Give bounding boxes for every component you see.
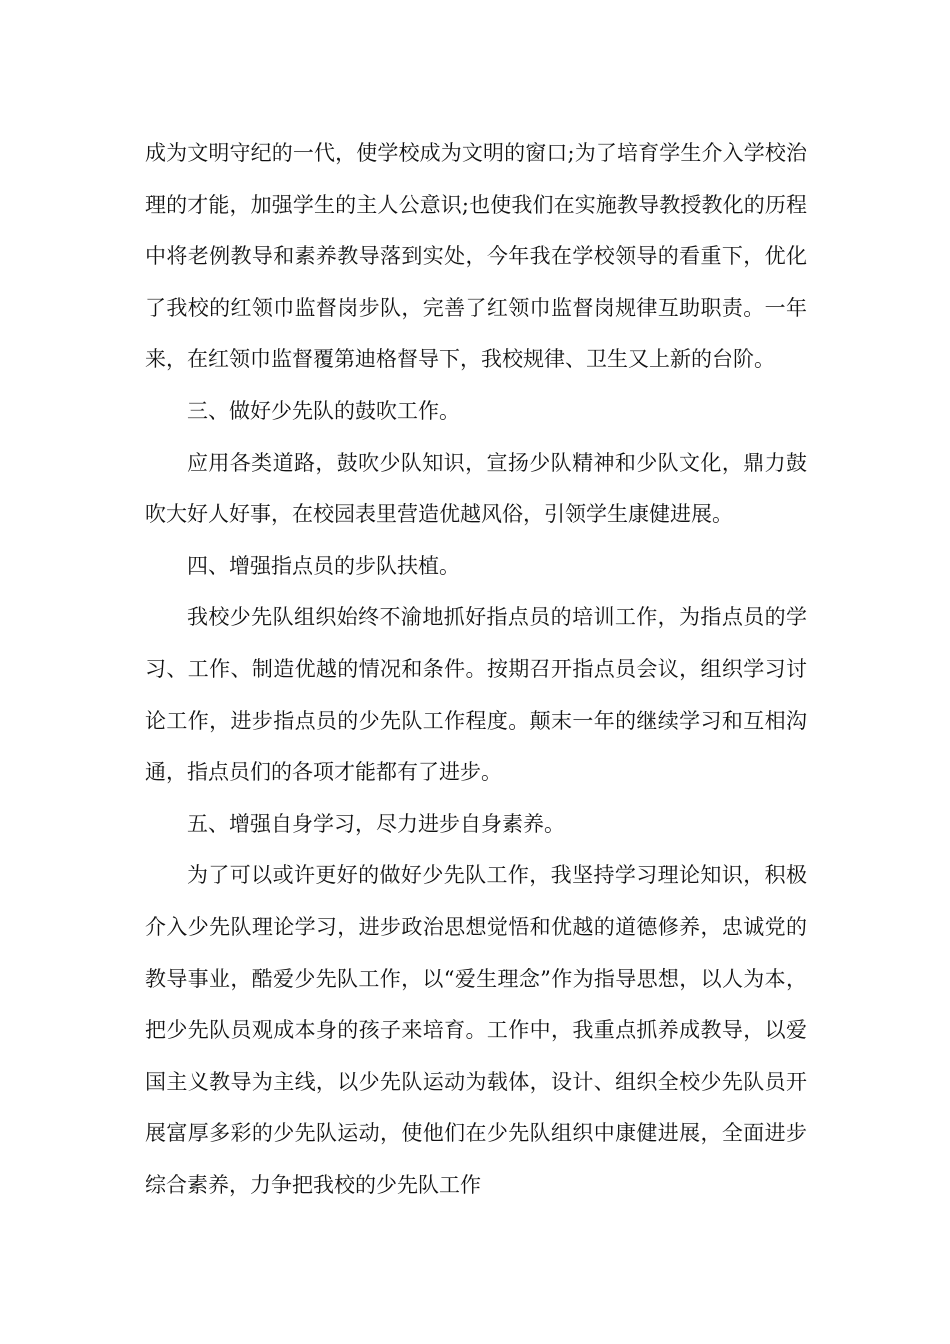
paragraph-continuation: 成为文明守纪的一代，使学校成为文明的窗口;为了培育学生介入学校治理的才能，加强学生的主人公意识;也使我们在实施教导教授教化的历程中将老例教导和素养教导落到实处，今年我在学校领导的看重下，优化了我校的红领巾监督岗步队，完善了红领巾监督岗规律互助职责。一年来，在红领巾监督覆第迪格督导下，我校规律、卫生又上新的台阶。 (145, 141, 807, 372)
paragraph-self-study: 为了可以或许更好的做好少先队工作，我坚持学习理论知识，积极介入少先队理论学习，进步政治思想觉悟和优越的道德修养，忠诚党的教导事业，酷爱少先队工作，以“爱生理念”作为指导思想，以人为本，把少先队员观成本身的孩子来培育。工作中，我重点抓养成教导，以爱国主义教导为主线，以少先队运动为载体，设计、组织全校少先队员开展富厚多彩的少先队运动，使他们在少先队组织中康健进展，全面进步综合素养，力争把我校的少先队工作 (145, 863, 807, 1197)
section-heading-4: 四、增强指点员的步队扶植。 (187, 553, 460, 578)
document-body (145, 128, 807, 1211)
section-heading-5: 五、增强自身学习，尽力进步自身素养。 (187, 811, 565, 836)
section-heading-3: 三、做好少先队的鼓吹工作。 (187, 398, 460, 423)
paragraph-counselor-training: 我校少先队组织始终不渝地抓好指点员的培训工作，为指点员的学习、工作、制造优越的情况和条件。按期召开指点员会议，组织学习讨论工作，进步指点员的少先队工作程度。颠末一年的继续学习和互相沟通，指点员们的各项才能都有了进步。 (145, 605, 807, 785)
paragraph-publicity: 应用各类道路，鼓吹少队知识，宣扬少队精神和少队文化，鼎力鼓吹大好人好事，在校园表里营造优越风俗，引领学生康健进展。 (145, 450, 807, 527)
